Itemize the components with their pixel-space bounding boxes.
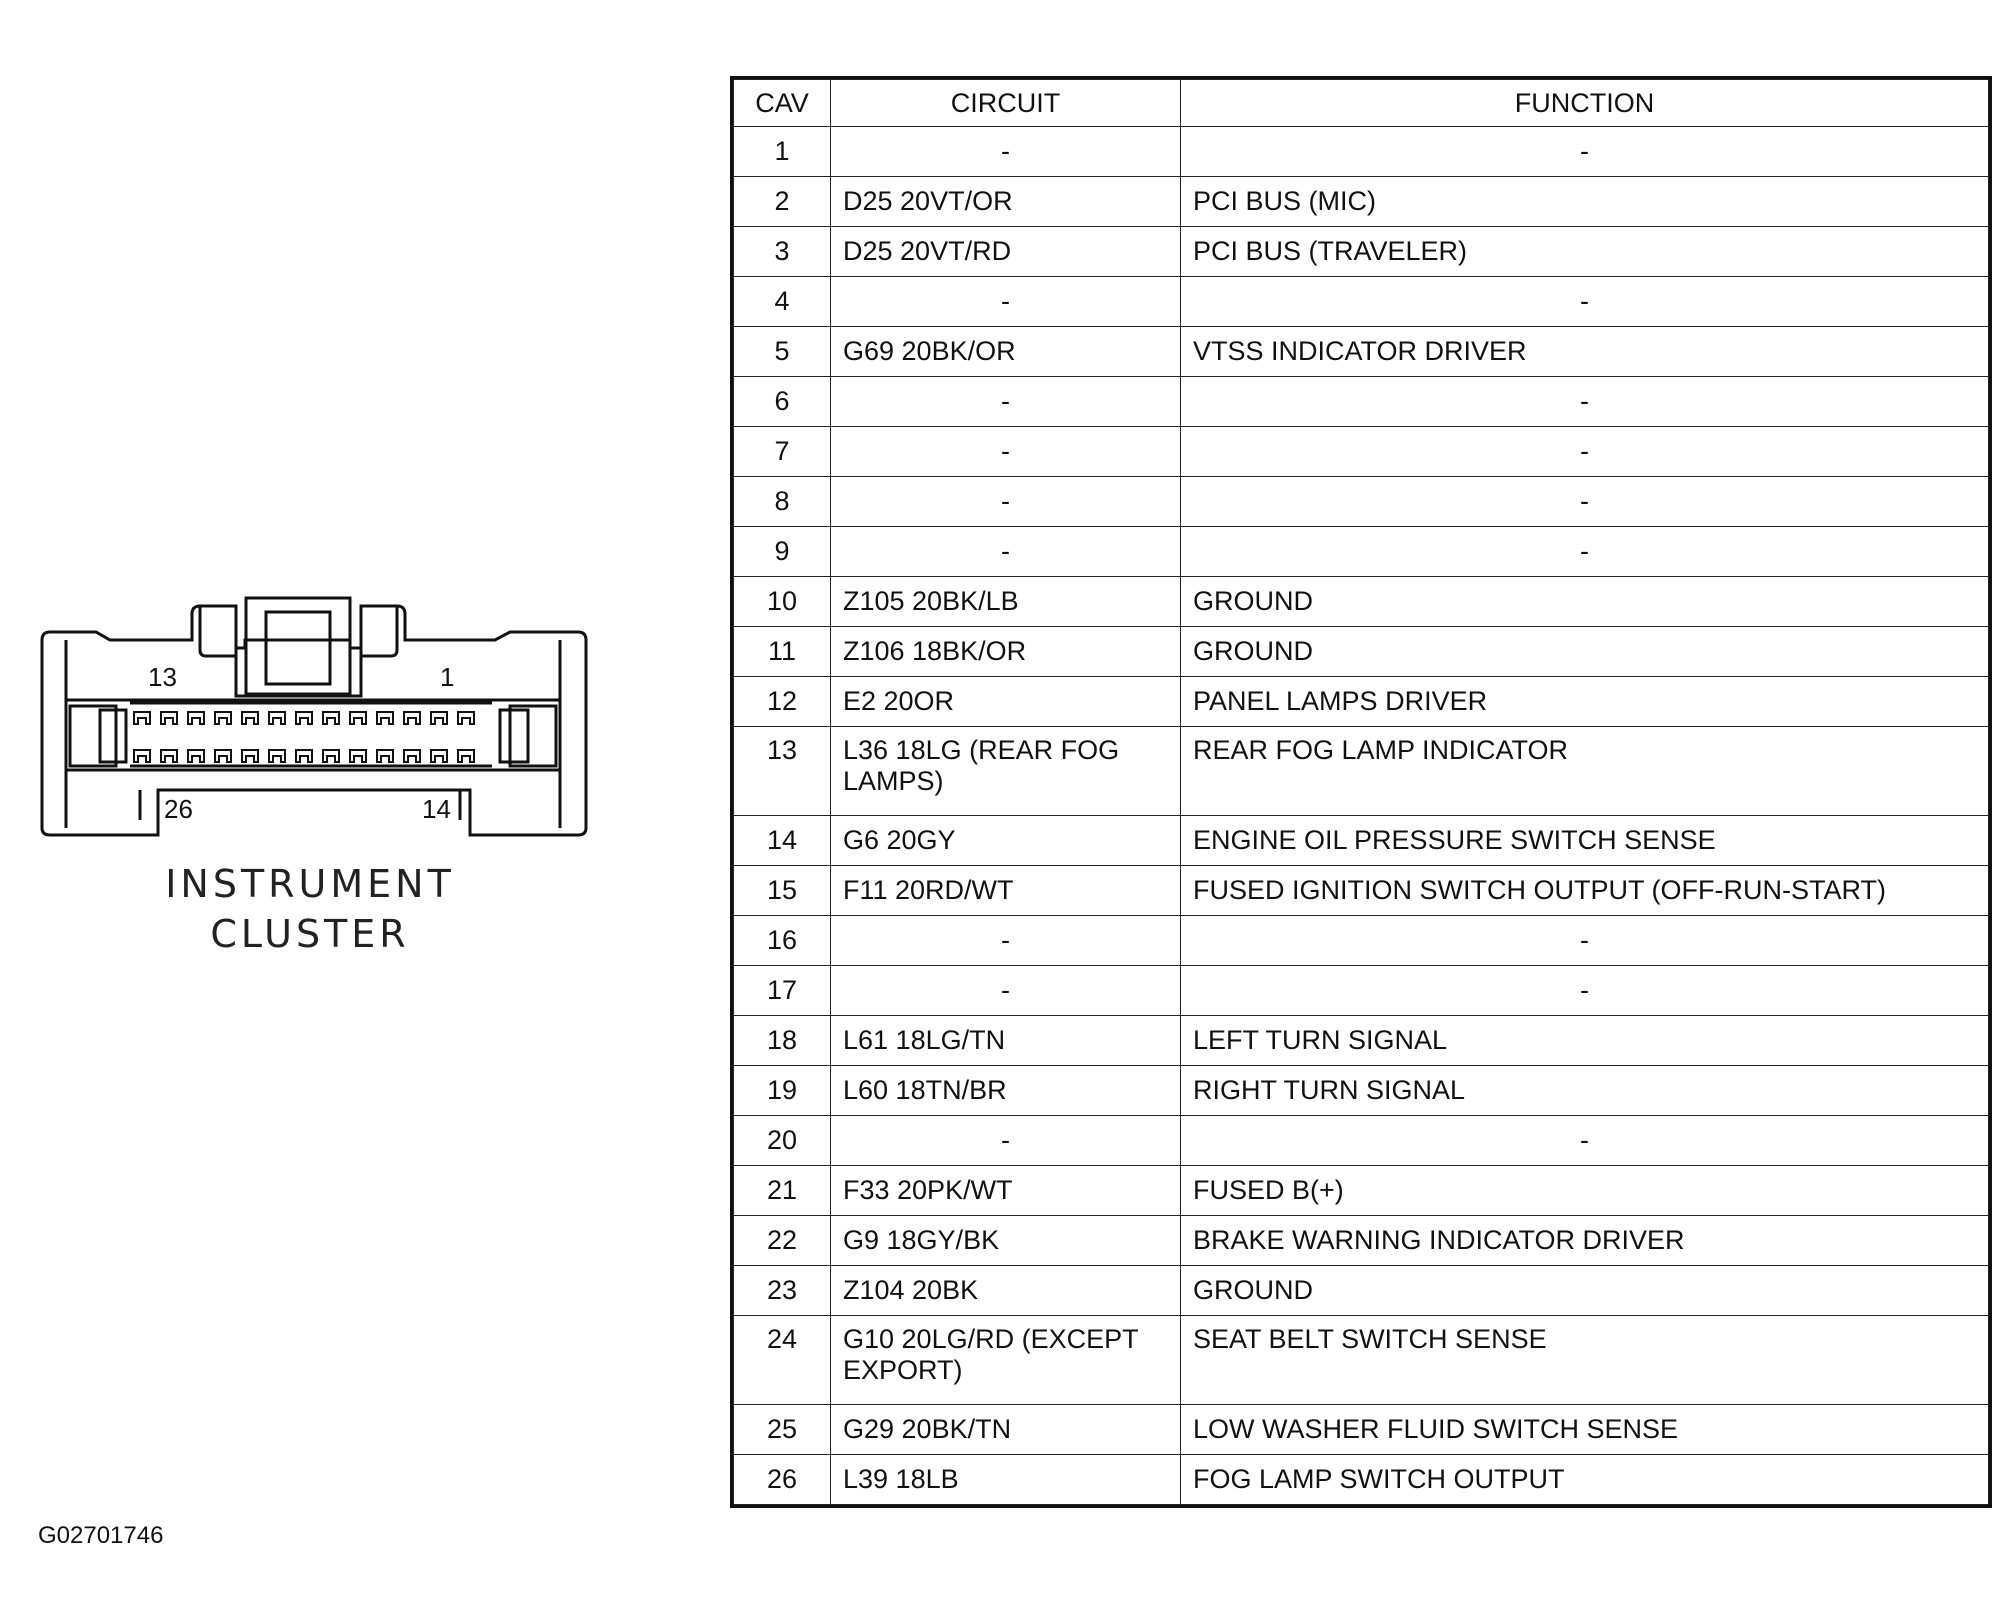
function-cell: LEFT TURN SIGNAL: [1181, 1016, 1989, 1066]
circuit-cell: G10 20LG/RD (EXCEPT EXPORT): [831, 1316, 1181, 1405]
circuit-cell: G9 18GY/BK: [831, 1216, 1181, 1266]
cav-cell: 25: [734, 1405, 831, 1455]
circuit-cell: Z106 18BK/OR: [831, 627, 1181, 677]
function-cell: RIGHT TURN SIGNAL: [1181, 1066, 1989, 1116]
connector-pin-top: [296, 712, 312, 724]
header-function: FUNCTION: [1181, 80, 1989, 127]
cav-cell: 7: [734, 427, 831, 477]
circuit-cell: Z104 20BK: [831, 1266, 1181, 1316]
cav-cell: 5: [734, 327, 831, 377]
connector-pin-bottom: [323, 750, 339, 762]
connector-caption-line1: INSTRUMENT: [165, 862, 455, 906]
table-row: [734, 1066, 1989, 1116]
connector-pin-bottom: [215, 750, 231, 762]
function-cell: ENGINE OIL PRESSURE SWITCH SENSE: [1181, 816, 1989, 866]
cav-cell: 11: [734, 627, 831, 677]
table-row: [734, 1016, 1989, 1066]
function-cell: BRAKE WARNING INDICATOR DRIVER: [1181, 1216, 1989, 1266]
circuit-cell: G69 20BK/OR: [831, 327, 1181, 377]
cav-cell: 18: [734, 1016, 831, 1066]
cav-cell: 1: [734, 127, 831, 177]
connector-pin-bottom: [404, 750, 420, 762]
function-cell: -: [1181, 916, 1989, 966]
function-cell: REAR FOG LAMP INDICATOR: [1181, 727, 1989, 816]
connector-pin-top: [161, 712, 177, 724]
cav-cell: 26: [734, 1455, 831, 1505]
connector-caption-line2: CLUSTER: [210, 912, 410, 956]
connector-pin-bottom: [377, 750, 393, 762]
circuit-cell: -: [831, 127, 1181, 177]
connector-pin-bottom: [458, 750, 474, 762]
connector-pin-top: [431, 712, 447, 724]
table-row: [734, 577, 1989, 627]
connector-pin-top: [377, 712, 393, 724]
circuit-cell: D25 20VT/RD: [831, 227, 1181, 277]
function-cell: -: [1181, 527, 1989, 577]
connector-pin-top: [350, 712, 366, 724]
circuit-cell: -: [831, 477, 1181, 527]
table-row: [734, 916, 1989, 966]
header-cav: CAV: [734, 80, 831, 127]
table-row: [734, 177, 1989, 227]
cav-cell: 21: [734, 1166, 831, 1216]
circuit-cell: -: [831, 277, 1181, 327]
circuit-cell: -: [831, 377, 1181, 427]
function-cell: -: [1181, 1116, 1989, 1166]
cav-cell: 19: [734, 1066, 831, 1116]
connector-pin-bottom: [161, 750, 177, 762]
pin-label-13: 13: [148, 662, 177, 692]
function-cell: VTSS INDICATOR DRIVER: [1181, 327, 1989, 377]
function-cell: -: [1181, 427, 1989, 477]
connector-pin-bottom: [242, 750, 258, 762]
connector-pin-top: [242, 712, 258, 724]
table-row: [734, 277, 1989, 327]
function-cell: FOG LAMP SWITCH OUTPUT: [1181, 1455, 1989, 1505]
table-row: [734, 816, 1989, 866]
pin-label-1: 1: [440, 662, 455, 692]
cav-cell: 2: [734, 177, 831, 227]
circuit-cell: -: [831, 966, 1181, 1016]
connector-pin-bottom: [350, 750, 366, 762]
circuit-cell: L61 18LG/TN: [831, 1016, 1181, 1066]
table-row: [734, 127, 1989, 177]
function-cell: -: [1181, 377, 1989, 427]
connector-pin-top: [458, 712, 474, 724]
function-cell: FUSED IGNITION SWITCH OUTPUT (OFF-RUN-START): [1181, 866, 1989, 916]
cav-cell: 10: [734, 577, 831, 627]
table-row: [734, 327, 1989, 377]
function-cell: -: [1181, 127, 1989, 177]
function-cell: PCI BUS (MIC): [1181, 177, 1989, 227]
figure-code: G02701746: [38, 1522, 164, 1549]
circuit-cell: L39 18LB: [831, 1455, 1181, 1505]
table-row: [734, 1216, 1989, 1266]
function-cell: -: [1181, 477, 1989, 527]
connector-pin-top: [323, 712, 339, 724]
table-row: [734, 427, 1989, 477]
header-circuit: CIRCUIT: [831, 80, 1181, 127]
circuit-cell: Z105 20BK/LB: [831, 577, 1181, 627]
cav-cell: 8: [734, 477, 831, 527]
connector-pin-top: [269, 712, 285, 724]
cav-cell: 23: [734, 1266, 831, 1316]
cav-cell: 24: [734, 1316, 831, 1405]
function-cell: -: [1181, 277, 1989, 327]
connector-pin-top: [134, 712, 150, 724]
circuit-cell: G6 20GY: [831, 816, 1181, 866]
cav-cell: 6: [734, 377, 831, 427]
table-row: [734, 1405, 1989, 1455]
function-cell: FUSED B(+): [1181, 1166, 1989, 1216]
cav-cell: 9: [734, 527, 831, 577]
table-row: [734, 866, 1989, 916]
circuit-cell: E2 20OR: [831, 677, 1181, 727]
connector-pin-top: [215, 712, 231, 724]
function-cell: GROUND: [1181, 577, 1989, 627]
table-row: [734, 527, 1989, 577]
connector-pin-bottom: [269, 750, 285, 762]
table-row: [734, 727, 1989, 816]
function-cell: SEAT BELT SWITCH SENSE: [1181, 1316, 1989, 1405]
connector-pin-bottom: [188, 750, 204, 762]
function-cell: LOW WASHER FLUID SWITCH SENSE: [1181, 1405, 1989, 1455]
function-cell: PANEL LAMPS DRIVER: [1181, 677, 1989, 727]
table-row: [734, 1455, 1989, 1505]
connector-diagram: [30, 590, 610, 850]
pin-label-26: 26: [164, 794, 193, 824]
function-cell: PCI BUS (TRAVELER): [1181, 227, 1989, 277]
circuit-cell: F11 20RD/WT: [831, 866, 1181, 916]
cav-cell: 3: [734, 227, 831, 277]
circuit-cell: -: [831, 1116, 1181, 1166]
cav-cell: 4: [734, 277, 831, 327]
connector-pin-top: [404, 712, 420, 724]
cav-cell: 17: [734, 966, 831, 1016]
connector-pin-bottom: [431, 750, 447, 762]
circuit-cell: L60 18TN/BR: [831, 1066, 1181, 1116]
pinout-table: [730, 76, 1992, 1508]
cav-cell: 15: [734, 866, 831, 916]
table-row: [734, 1166, 1989, 1216]
table-row: [734, 677, 1989, 727]
connector-pin-bottom: [134, 750, 150, 762]
table-row: [734, 477, 1989, 527]
cav-cell: 13: [734, 727, 831, 816]
table-row: [734, 227, 1989, 277]
table-row: [734, 1116, 1989, 1166]
connector-pin-bottom: [296, 750, 312, 762]
connector-pin-top: [188, 712, 204, 724]
pin-label-14: 14: [422, 794, 451, 824]
cav-cell: 20: [734, 1116, 831, 1166]
circuit-cell: -: [831, 427, 1181, 477]
circuit-cell: F33 20PK/WT: [831, 1166, 1181, 1216]
circuit-cell: G29 20BK/TN: [831, 1405, 1181, 1455]
cav-cell: 14: [734, 816, 831, 866]
table-header-row: [734, 80, 1989, 127]
cav-cell: 22: [734, 1216, 831, 1266]
table-row: [734, 377, 1989, 427]
table-row: [734, 627, 1989, 677]
cav-cell: 16: [734, 916, 831, 966]
function-cell: GROUND: [1181, 1266, 1989, 1316]
table-row: [734, 1266, 1989, 1316]
function-cell: -: [1181, 966, 1989, 1016]
circuit-cell: L36 18LG (REAR FOG LAMPS): [831, 727, 1181, 816]
table-row: [734, 1316, 1989, 1405]
circuit-cell: D25 20VT/OR: [831, 177, 1181, 227]
circuit-cell: -: [831, 527, 1181, 577]
circuit-cell: -: [831, 916, 1181, 966]
cav-cell: 12: [734, 677, 831, 727]
table-row: [734, 966, 1989, 1016]
function-cell: GROUND: [1181, 627, 1989, 677]
